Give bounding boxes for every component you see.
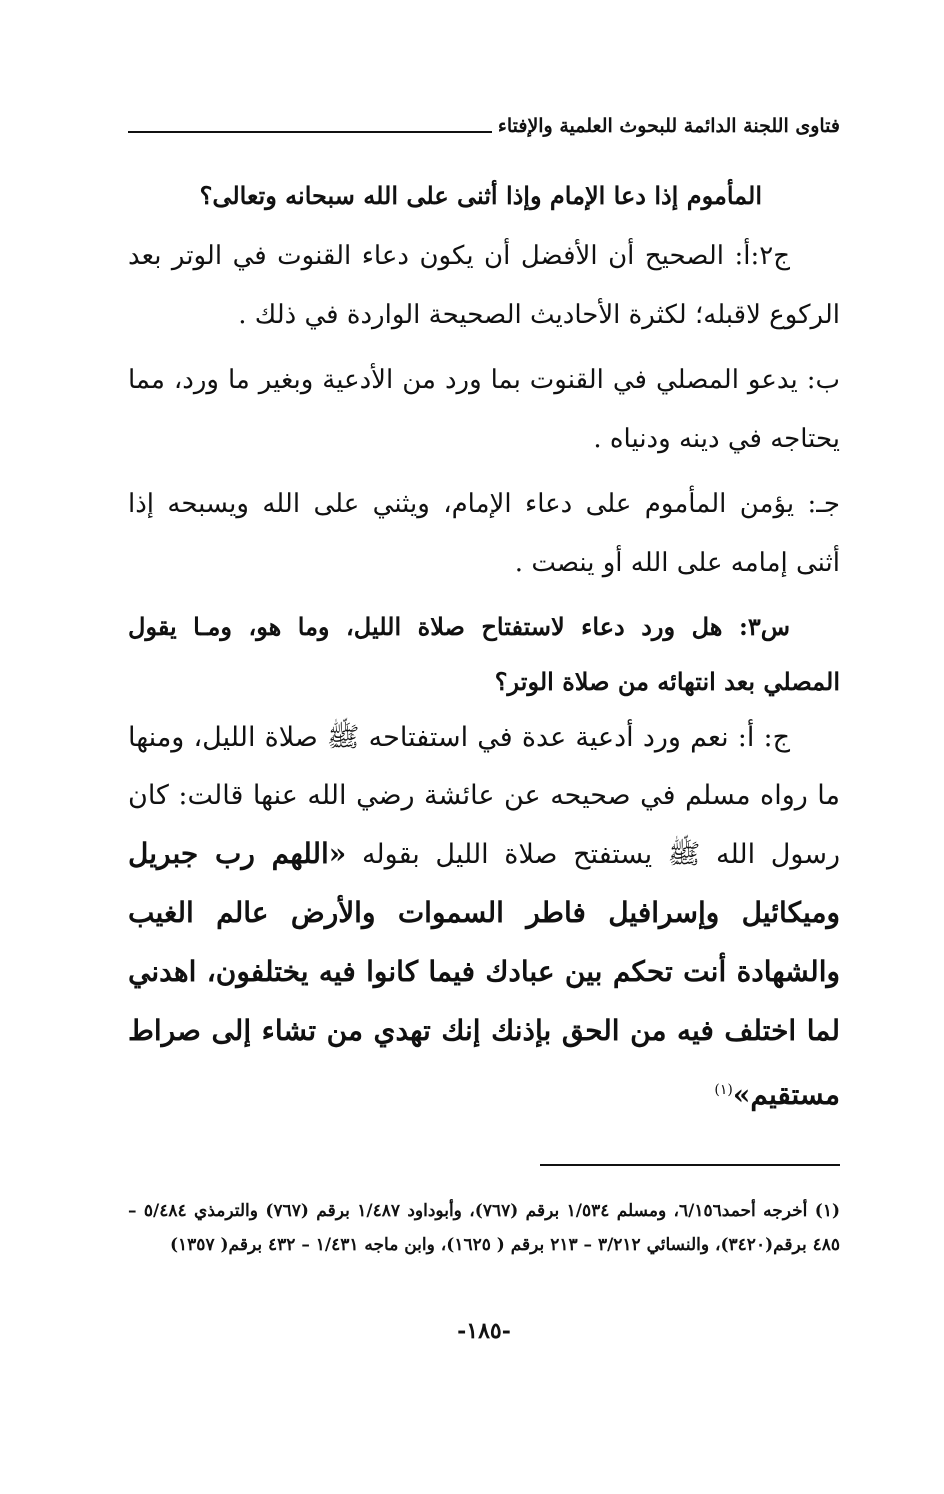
answer-3-dua: «اللهم رب جبريل وميكائيل وإسرافيل فاطر السموات والأرض عالم الغيب والشهادة أنت تحكم بين عبادك فيما كانوا فيه يختلفون، اهدني لما اختلف فيه من الحق بإذنك إنك تهدي من تشاء إلى صراط مستقيم»: [128, 837, 840, 1111]
answer-2-b: ب: يدعو المصلي في القنوت بما ورد من الأدعية وبغير ما ورد، مما يحتاجه في دينه ودنياه .: [128, 365, 840, 454]
footnote-ref: (١): [714, 1082, 733, 1098]
footnote-1: (١) أخرجه أحمد٦/١٥٦، ومسلم ١/٥٣٤ برقم (٧٦٧)، وأبوداود ١/٤٨٧ برقم (٧٦٧) والترمذي ٥/٤٨٤ – ٤٨٥ برقم(٣٤٢٠)، والنسائي ٣/٢١٢ – ٢١٣ برقم ( ١٦٢٥)، وابن ماجه ١/٤٣١ – ٤٣٢ برقم( ١٣٥٧): [128, 1201, 841, 1255]
footnote-separator: [540, 1164, 840, 1166]
question-2-end: المأموم إذا دعا الإمام وإذا أثنى على الله سبحانه وتعالى؟: [199, 181, 762, 210]
answer-3: [128, 709, 840, 1125]
question-3: س٣: هل ورد دعاء لاستفتاح صلاة الليل، وما هو، ومـا يقول المصلي بعد انتهائه من صلاة الوتر؟: [128, 612, 840, 696]
answer-2-c: جـ: يؤمن المأموم على دعاء الإمام، ويثني على الله ويسبحه إذا أثنى إمامه على الله أو ينصت .: [128, 489, 840, 578]
footnotes: [128, 1194, 840, 1262]
page-number: -١٨٥-: [457, 1318, 511, 1344]
book-page: [128, 0, 840, 1494]
running-header: [128, 106, 840, 146]
answer-3-intro: ج: أ: نعم ورد أدعية عدة في استفتاحه ﷺ صلاة الليل، ومنها ما رواه مسلم في صحيحه عن عائشة رضي الله عنها قالت: كان رسول الله ﷺ يستفتح صلاة الليل بقوله: [128, 722, 840, 870]
header-title: فتاوى اللجنة الدائمة للبحوث العلمية والإفتاء: [497, 114, 840, 137]
header-rule: [128, 131, 492, 133]
answer-2-a: ج٢:أ: الصحيح أن الأفضل أن يكون دعاء القنوت في الوتر بعد الركوع لاقبله؛ لكثرة الأحاديث الصحيحة الواردة في ذلك .: [128, 241, 840, 330]
main-text: [128, 168, 840, 1125]
